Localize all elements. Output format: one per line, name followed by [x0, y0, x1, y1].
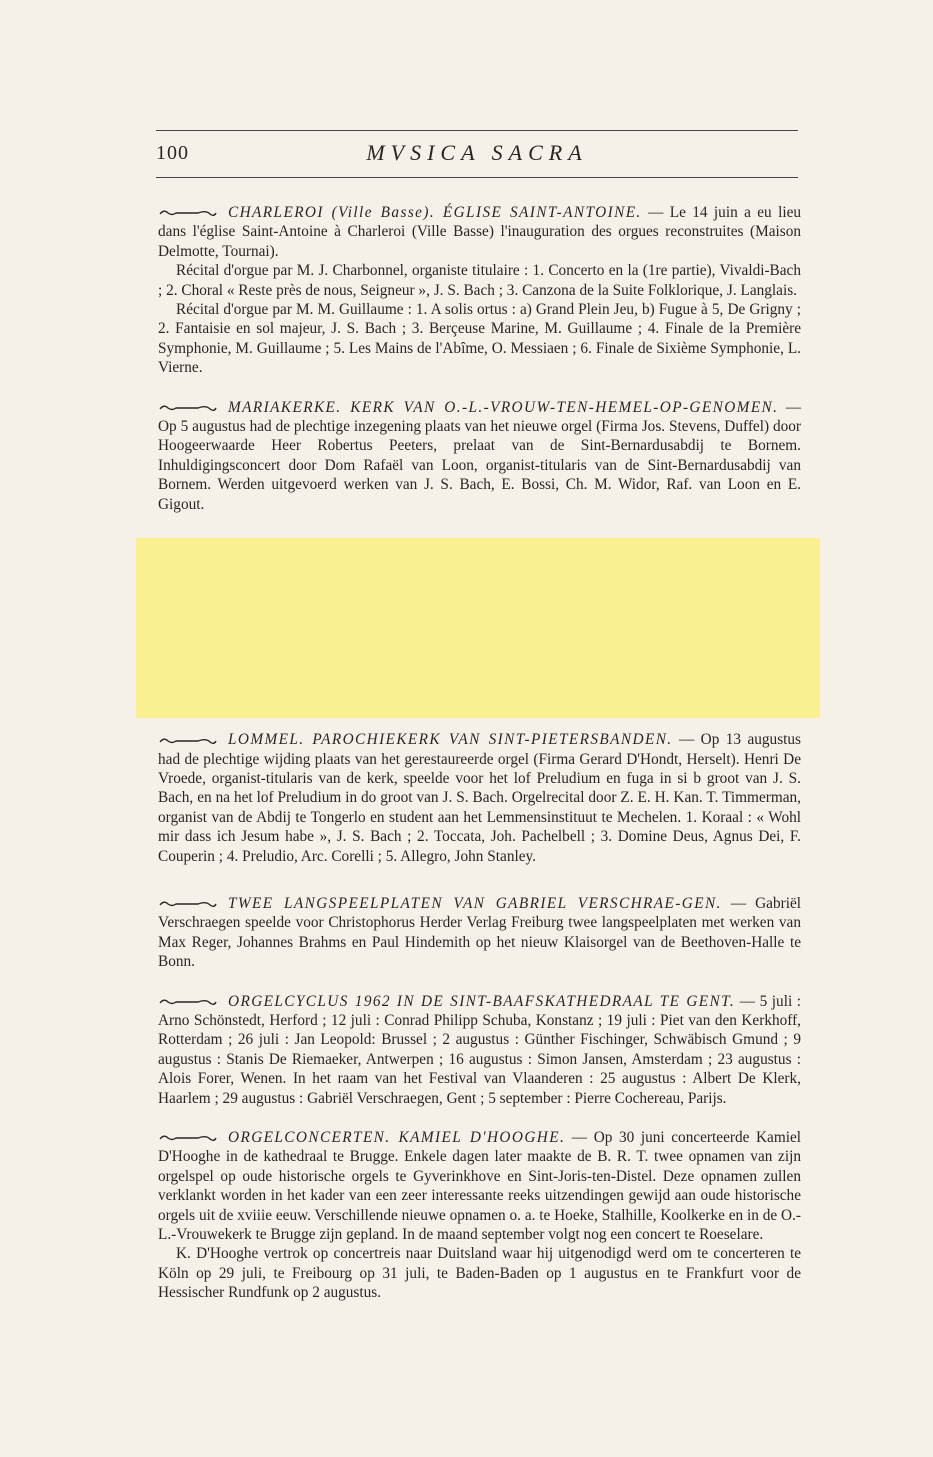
- section-ornament-icon: [158, 736, 220, 746]
- section-text: — Op 5 augustus had de plechtige inzegening plaats van het nieuwe orgel (Firma Jos. Stevens, Duffel) door Hoogeerwaarde Heer Robertus Peeters, prelaat van de Sint-Bernardusabdij te Bornem. Inhuldigingsconcert door Dom Rafaël van Loon, organist-titularis van de Sint-Bernardusabdij van Bornem. Werden uitgevoerd werken van J. S. Bach, E. Bossi, Ch. M. Widor, Raf. van Loon en E. Gigout.: [158, 398, 801, 513]
- section-title: MARIAKERKE. KERK VAN O.-L.-VROUW-TEN-HEMEL-OP-GENOMEN.: [228, 398, 779, 416]
- section-text: — 5 juli : Arno Schönstedt, Herford ; 12 juli : Conrad Philipp Schuba, Konstanz ; 19 juli : Piet van den Kerkhoff, Rotterdam ; 26 juli : Jan Leopold: Brussel ; 2 augustus : Günther Fischinger, Schwäbisch Gmund ; 9 augustus : Stanis De Riemaeker, Antwerpen ; 16 augustus : Simon Jansen, Amsterdam ; 23 augustus : Alois Forer, Wenen. In het raam van het Festival van Vlaanderen : 25 augustus : Albert De Klerk, Haarlem ; 29 augustus : Gabriël Verschraegen, Gent ; 5 september : Pierre Cochereau, Parijs.: [158, 992, 802, 1107]
- highlight-marker: [136, 538, 820, 718]
- page-header: [156, 140, 798, 170]
- header-rule-top: [156, 130, 798, 131]
- section-orgelconcerten: [158, 1128, 801, 1303]
- section-mariakerke: [158, 398, 801, 514]
- section-ornament-icon: [158, 997, 220, 1007]
- section-charleroi: [158, 203, 801, 378]
- section-text: — Le 14 juin a eu lieu dans l'église Saint-Antoine à Charleroi (Ville Basse) l'inauguration des orgues reconstruites (Maison Delmotte, Tournai).: [158, 204, 802, 260]
- section-ornament-icon: [158, 899, 220, 909]
- section-text: — Gabriël Verschraegen speelde voor Christophorus Herder Verlag Freiburg twee langspeelplaten met werken van Max Reger, Johannes Brahms en Paul Hindemith op het nieuw Klaisorgel van de Beethoven-Halle te Bonn.: [158, 894, 801, 971]
- section-ornament-icon: [158, 1133, 220, 1143]
- section-title: TWEE LANGSPEELPLATEN VAN GABRIEL VERSCHRAE-GEN.: [228, 894, 722, 912]
- section-text: — Op 13 augustus had de plechtige wijding plaats van het gerestaureerde orgel (Firma Gerard D'Hondt, Herselt). Henri De Vroede, organist-titularis van de kerk, speelde voor het lof Preludium en fuga in si b groot van J. S. Bach, en na het lof Preludium in do groot van J. S. Bach. Orgelrecital door Z. E. H. Kan. T. Timmerman, organist van de Abdij te Tongerlo en student aan het Lemmensinstituut te Mechelen. 1. Koraal : « Wohl mir dass ich Jesum habe », J. S. Bach ; 2. Toccata, Joh. Pachelbell ; 3. Domine Deus, Agnus Dei, F. Couperin ; 4. Preludio, Arc. Corelli ; 5. Allegro, John Stanley.: [158, 731, 802, 865]
- header-rule-bottom: [156, 177, 798, 178]
- section-langspeelplaten: [158, 894, 801, 972]
- running-title: MVSICA SACRA: [366, 140, 588, 165]
- section-title: ORGELCYCLUS 1962 IN DE SINT-BAAFSKATHEDRAAL TE GENT.: [228, 992, 736, 1010]
- section-lommel: [158, 550, 801, 866]
- section-paragraph: Récital d'orgue par M. M. Guillaume : 1. A solis ortus : a) Grand Plein Jeu, b) Fugue à 5, De Grigny ; 2. Fantaisie en sol majeur, J. S. Bach ; 3. Berçeuse Marine, M. Guillaume ; 4. Finale de la Première Symphonie, M. Guillaume ; 5. Les Mains de l'Abîme, O. Messiaen ; 6. Finale de Sixième Symphonie, L. Vierne.: [158, 301, 801, 377]
- section-paragraph: Récital d'orgue par M. J. Charbonnel, organiste titulaire : 1. Concerto en la (1re partie), Vivaldi-Bach ; 2. Choral « Reste près de nous, Seigneur », J. S. Bach ; 3. Canzona de la Suite Folklorique, J. Langlais.: [158, 262, 801, 299]
- section-text: — Op 30 juni concerteerde Kamiel D'Hooghe in de kathedraal te Brugge. Enkele dagen later maakte de B. R. T. twee opnamen van zijn orgelspel op oude historische orgels te Gyverinkhove en Sint-Joris-ten-Distel. Deze opnamen zullen verklankt worden in het kader van een zeer interessante reeks uitzendingen gewijd aan oude historische orgels uit de xviiie eeuw. Verschillende nieuwe opnamen o. a. te Hoeke, Stalhille, Koolkerke en in de O.-L.-Vrouwekerk te Brugge zijn gepland. In de maand september volgt nog een concert te Roeselare.: [158, 1129, 802, 1244]
- section-paragraph: K. D'Hooghe vertrok op concertreis naar Duitsland waar hij uitgenodigd werd om te concerteren te Köln op 29 juli, te Freibourg op 31 juli, te Baden-Baden op 1 augustus en te Frankfurt voor de Hessischer Rundfunk op 2 augustus.: [158, 1245, 801, 1302]
- section-ornament-icon: [158, 403, 220, 413]
- section-ornament-icon: [158, 208, 220, 218]
- section-title: CHARLEROI (Ville Basse). ÉGLISE SAINT-ANTOINE.: [228, 204, 642, 221]
- section-title: ORGELCONCERTEN. KAMIEL D'HOOGHE.: [228, 1129, 566, 1146]
- page-number: 100: [156, 142, 189, 164]
- section-orgelcyclus: [158, 992, 801, 1108]
- article-body: [158, 203, 801, 1323]
- section-title: LOMMEL. PAROCHIEKERK VAN SINT-PIETERSBANDEN.: [228, 731, 673, 749]
